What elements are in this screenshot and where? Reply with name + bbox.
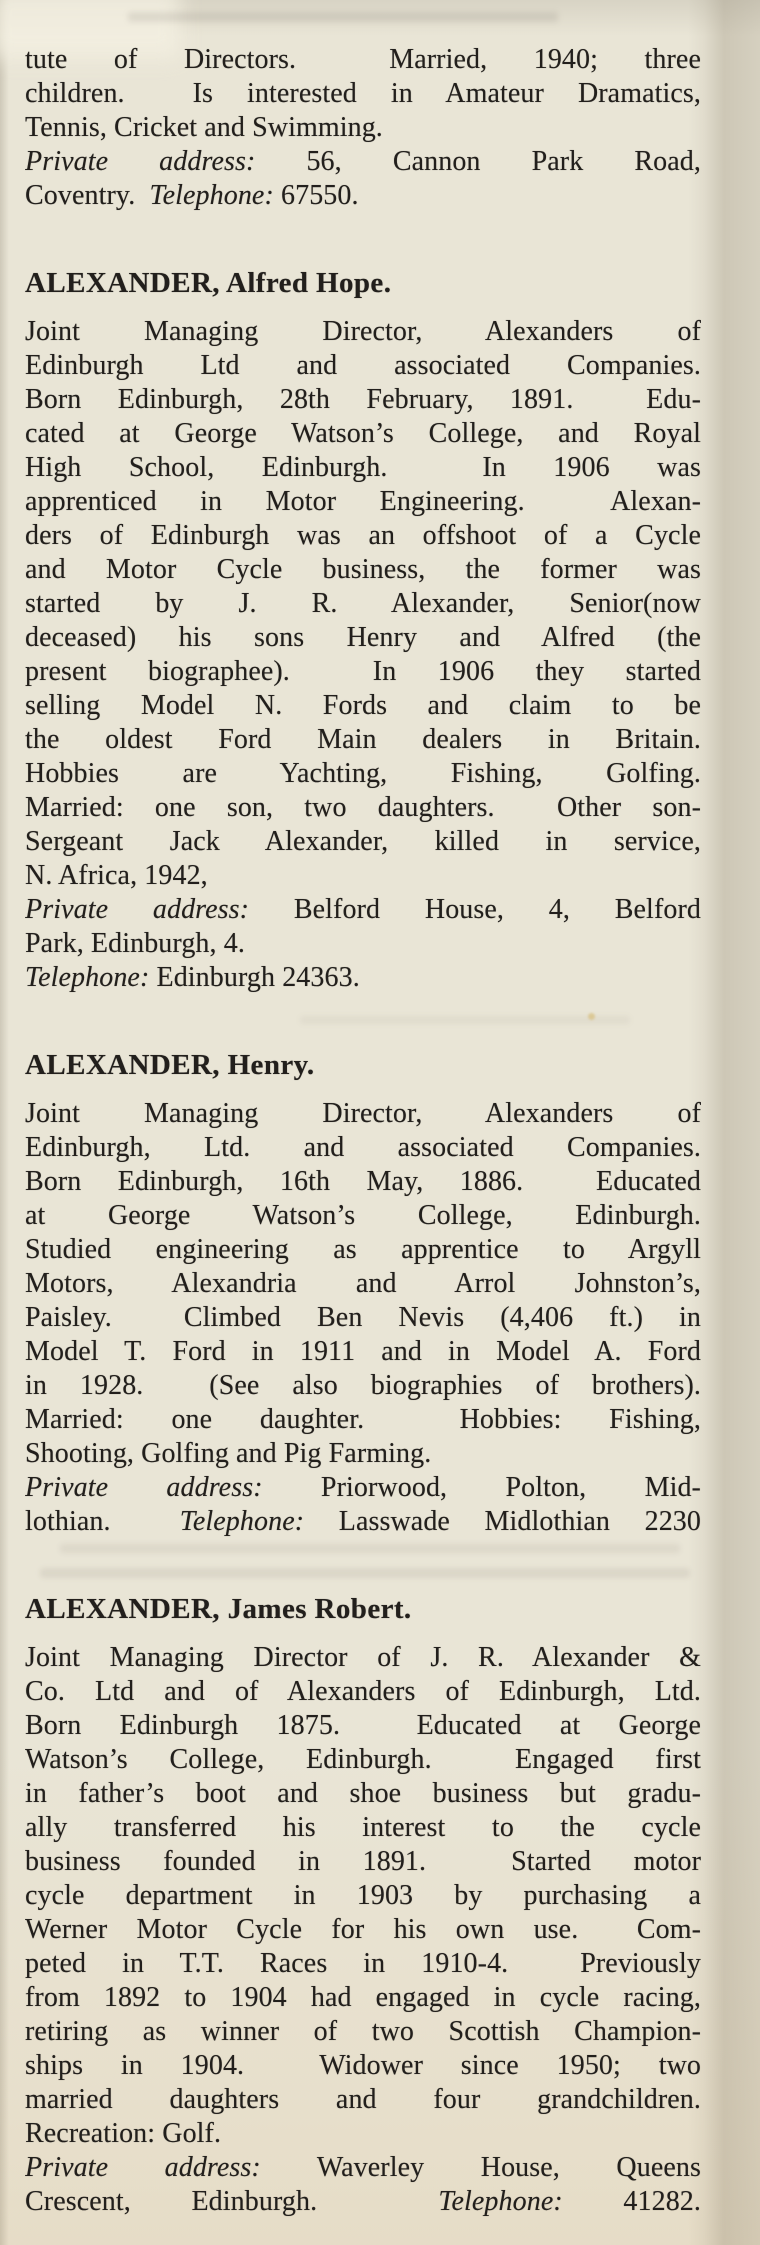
text-line xyxy=(25,1403,701,1437)
text-segment: Married: one daughter. Hobbies: Fishing, xyxy=(25,1404,701,1435)
text-segment: lothian. xyxy=(25,1506,180,1537)
text-segment: N. Africa, 1942, xyxy=(25,860,208,891)
text-line xyxy=(25,1777,701,1811)
label-segment: Private address: xyxy=(25,146,256,177)
text-line xyxy=(25,655,701,689)
text-segment: Born Edinburgh, 28th February, 1891. Edu- xyxy=(25,384,701,415)
text-line xyxy=(25,2117,701,2151)
text-line xyxy=(25,893,701,927)
text-segment: in father’s boot and shoe business but gradu- xyxy=(25,1778,701,1809)
text-line xyxy=(25,1913,701,1947)
entry-heading: ALEXANDER, Alfred Hope. xyxy=(25,267,392,299)
text-segment: Edinburgh 24363. xyxy=(149,962,360,993)
text-line xyxy=(25,349,701,383)
text-line xyxy=(25,1879,701,1913)
text-segment: Werner Motor Cycle for his own use. Com- xyxy=(25,1914,701,1945)
text-line xyxy=(25,1471,701,1505)
text-line xyxy=(25,43,701,77)
text-segment: Model T. Ford in 1911 and in Model A. Ford xyxy=(25,1336,701,1367)
text-line xyxy=(25,1301,701,1335)
text-segment: Sergeant Jack Alexander, killed in service, xyxy=(25,826,701,857)
entry-heading: ALEXANDER, James Robert. xyxy=(25,1593,412,1625)
text-line xyxy=(25,791,701,825)
text-line xyxy=(25,1743,701,1777)
text-line xyxy=(25,1947,701,1981)
text-line xyxy=(25,145,701,179)
text-segment: cated at George Watson’s College, and Royal xyxy=(25,418,701,449)
text-segment: Married: one son, two daughters. Other son- xyxy=(25,792,701,823)
text-line xyxy=(25,2015,701,2049)
text-segment: Motors, Alexandria and Arrol Johnston’s, xyxy=(25,1268,701,1299)
text-segment: ders of Edinburgh was an offshoot of a Cycle xyxy=(25,520,701,551)
text-segment: Hobbies are Yachting, Fishing, Golfing. xyxy=(25,758,701,789)
text-segment: at George Watson’s College, Edinburgh. xyxy=(25,1200,701,1231)
text-line xyxy=(25,689,701,723)
text-segment: from 1892 to 1904 had engaged in cycle racing, xyxy=(25,1982,701,2013)
text-line xyxy=(25,961,701,995)
text-line xyxy=(25,1437,701,1471)
text-segment: tute of Directors. Married, 1940; three xyxy=(25,44,701,75)
text-segment: Studied engineering as apprentice to Argyll xyxy=(25,1234,701,1265)
text-segment: Paisley. Climbed Ben Nevis (4,406 ft.) in xyxy=(25,1302,701,1333)
text-line xyxy=(25,2185,701,2219)
entry-alexander-henry xyxy=(25,1047,701,1539)
text-segment: Joint Managing Director, Alexanders of xyxy=(25,316,701,347)
entry-alexander-james-robert xyxy=(25,1591,701,2219)
text-segment: Park, Edinburgh, 4. xyxy=(25,928,245,959)
text-line xyxy=(25,859,701,893)
text-segment: Belford House, 4, Belford xyxy=(249,894,701,925)
label-segment: Private address: xyxy=(25,894,250,925)
label-segment: Telephone: xyxy=(179,1506,305,1537)
text-segment: Edinburgh, Ltd. and associated Companies. xyxy=(25,1132,701,1163)
entry-continuation xyxy=(25,43,701,213)
text-segment: cycle department in 1903 by purchasing a xyxy=(25,1880,701,1911)
text-segment: Shooting, Golfing and Pig Farming. xyxy=(25,1438,432,1469)
text-segment: business founded in 1891. Started motor xyxy=(25,1846,701,1877)
text-line xyxy=(25,383,701,417)
text-segment: Tennis, Cricket and Swimming. xyxy=(25,112,383,143)
label-segment: Private address: xyxy=(25,2152,261,2183)
text-line xyxy=(25,1845,701,1879)
text-line xyxy=(25,1709,701,1743)
text-segment: Born Edinburgh 1875. Educated at George xyxy=(25,1710,701,1741)
text-line xyxy=(25,1505,701,1539)
text-line xyxy=(25,723,701,757)
text-line xyxy=(25,179,701,213)
text-segment: Recreation: Golf. xyxy=(25,2118,222,2149)
text-segment: High School, Edinburgh. In 1906 was xyxy=(25,452,701,483)
text-line xyxy=(25,927,701,961)
text-segment: started by J. R. Alexander, Senior(now xyxy=(25,588,701,619)
text-segment: apprenticed in Motor Engineering. Alexan- xyxy=(25,486,701,517)
text-line xyxy=(25,1233,701,1267)
text-line xyxy=(25,1131,701,1165)
text-segment: Edinburgh Ltd and associated Companies. xyxy=(25,350,701,381)
text-line xyxy=(25,587,701,621)
entry-alexander-alfred-hope xyxy=(25,265,701,995)
text-line xyxy=(25,417,701,451)
text-line xyxy=(25,825,701,859)
bleed-through-mark xyxy=(128,12,558,22)
text-segment: 41282. xyxy=(562,2186,701,2217)
text-line xyxy=(25,1335,701,1369)
label-segment: Telephone: xyxy=(149,180,274,211)
text-segment: deceased) his sons Henry and Alfred (the xyxy=(25,622,701,653)
text-segment: present biographee). In 1906 they started xyxy=(25,656,701,687)
text-segment: 56, Cannon Park Road, xyxy=(255,146,701,177)
text-line xyxy=(25,1981,701,2015)
text-line xyxy=(25,485,701,519)
text-segment: Lasswade Midlothian 2230 xyxy=(304,1506,701,1537)
text-line xyxy=(25,621,701,655)
label-segment: Telephone: xyxy=(25,962,150,993)
text-segment: peted in T.T. Races in 1910-4. Previously xyxy=(25,1948,701,1979)
text-segment: and Motor Cycle business, the former was xyxy=(25,554,701,585)
text-segment: Waverley House, Queens xyxy=(260,2152,701,2183)
text-segment: ships in 1904. Widower since 1950; two xyxy=(25,2050,701,2081)
entry-heading: ALEXANDER, Henry. xyxy=(25,1049,315,1081)
text-segment: the oldest Ford Main dealers in Britain. xyxy=(25,724,701,755)
text-line xyxy=(25,111,701,145)
text-line xyxy=(25,1199,701,1233)
text-line xyxy=(25,2049,701,2083)
text-line xyxy=(25,2083,701,2117)
text-segment: Coventry. xyxy=(25,180,150,211)
text-segment: ally transferred his interest to the cycle xyxy=(25,1812,701,1843)
text-segment: Watson’s College, Edinburgh. Engaged first xyxy=(25,1744,701,1775)
text-segment: Crescent, Edinburgh. xyxy=(25,2186,439,2217)
text-segment: Joint Managing Director, Alexanders of xyxy=(25,1098,701,1129)
text-line xyxy=(25,1641,701,1675)
text-segment: married daughters and four grandchildren. xyxy=(25,2084,701,2115)
text-line xyxy=(25,757,701,791)
text-line xyxy=(25,1165,701,1199)
text-line xyxy=(25,2151,701,2185)
text-segment: children. Is interested in Amateur Dramatics, xyxy=(25,78,701,109)
text-segment: in 1928. (See also biographies of brothers). xyxy=(25,1370,701,1401)
text-line xyxy=(25,1097,701,1131)
text-line xyxy=(25,451,701,485)
text-line xyxy=(25,1369,701,1403)
text-line xyxy=(25,77,701,111)
text-segment: Priorwood, Polton, Mid- xyxy=(262,1472,701,1503)
text-segment: Born Edinburgh, 16th May, 1886. Educated xyxy=(25,1166,701,1197)
text-segment: selling Model N. Fords and claim to be xyxy=(25,690,701,721)
text-line xyxy=(25,1267,701,1301)
text-segment: Joint Managing Director of J. R. Alexander & xyxy=(25,1642,701,1673)
text-line xyxy=(25,553,701,587)
text-line xyxy=(25,519,701,553)
label-segment: Private address: xyxy=(25,1472,263,1503)
text-line xyxy=(25,315,701,349)
text-segment: 67550. xyxy=(273,180,359,211)
text-segment: Co. Ltd and of Alexanders of Edinburgh, Ltd. xyxy=(25,1676,701,1707)
page-content xyxy=(25,43,701,2219)
text-line xyxy=(25,1675,701,1709)
text-segment: retiring as winner of two Scottish Champion- xyxy=(25,2016,701,2047)
label-segment: Telephone: xyxy=(438,2186,563,2217)
text-line xyxy=(25,1811,701,1845)
